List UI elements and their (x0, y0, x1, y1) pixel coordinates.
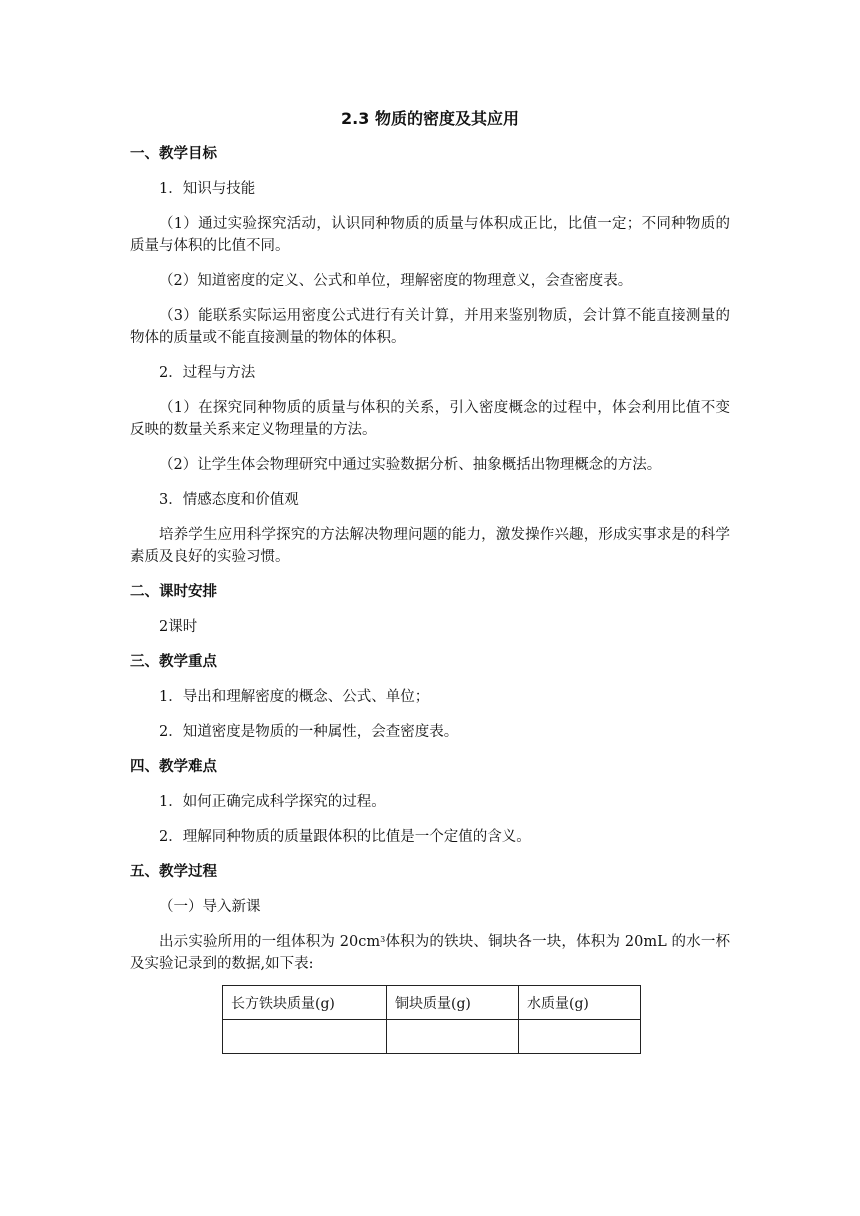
table-header-row (223, 986, 641, 1020)
paragraph-process-2: （2）让学生体会物理研究中通过实验数据分析、抽象概括出物理概念的方法。 (159, 457, 662, 473)
paragraph-key-point-2: 2．知道密度是物质的一种属性，会查密度表。 (159, 724, 459, 740)
paragraph-goal-3: （3）能联系实际运用密度公式进行有关计算，并用来鉴别物质，会计算不能直接测量的物体的质量或不能直接测量的物体的体积。 (130, 308, 730, 346)
paragraph-goal-2: （2）知道密度的定义、公式和单位，理解密度的物理意义，会查密度表。 (159, 273, 633, 289)
subheading-attitude-values: 3．情感态度和价值观 (159, 492, 299, 508)
intro-text-part-1: 出示实验所用的一组体积为 20cm (159, 934, 381, 950)
paragraph-attitude: 培养学生应用科学探究的方法解决物理问题的能力，激发操作兴趣，形成实事求是的科学素质及良好的实验习惯。 (130, 527, 730, 565)
paragraph-difficulty-2: 2．理解同种物质的质量跟体积的比值是一个定值的含义。 (159, 829, 531, 845)
paragraph-process-1: （1）在探究同种物质的质量与体积的关系，引入密度概念的过程中，体会利用比值不变反映的数量关系来定义物理量的方法。 (130, 400, 730, 438)
paragraph-difficulty-1: 1．如何正确完成科学探究的过程。 (159, 794, 386, 810)
page-title: 2.3 物质的密度及其应用 (341, 109, 519, 128)
subheading-process-method: 2．过程与方法 (159, 365, 256, 381)
table-cell (223, 1020, 387, 1054)
intro-text-part-2: 体积为的铁块、铜块各一块，体积为 20mL 的水一杯及实验记录到的数据,如下表: (130, 934, 731, 972)
table-cell (519, 1020, 641, 1054)
superscript-3: 3 (380, 935, 386, 944)
heading-teaching-goals: 一、教学目标 (130, 146, 217, 162)
document-body (130, 108, 730, 1054)
paragraph-goal-1: （1）通过实验探究活动，认识同种物质的质量与体积成正比，比值一定；不同种物质的质量与体积的比值不同。 (130, 216, 730, 254)
paragraph-introduction (130, 931, 730, 975)
heading-class-schedule: 二、课时安排 (130, 584, 217, 600)
table-row (223, 1020, 641, 1054)
subheading-knowledge-skills: 1．知识与技能 (159, 181, 256, 197)
heading-key-points: 三、教学重点 (130, 654, 217, 670)
table-header-cell: 铜块质量(g) (387, 986, 519, 1020)
heading-difficulties: 四、教学难点 (130, 759, 217, 775)
table-header-cell: 长方铁块质量(g) (223, 986, 387, 1020)
subheading-introduction: （一）导入新课 (159, 899, 261, 915)
table-header-cell: 水质量(g) (519, 986, 641, 1020)
heading-teaching-process: 五、教学过程 (130, 864, 217, 880)
table-cell (387, 1020, 519, 1054)
data-table (222, 985, 641, 1054)
paragraph-class-hours: 2课时 (159, 619, 198, 635)
paragraph-key-point-1: 1．导出和理解密度的概念、公式、单位； (159, 689, 430, 705)
